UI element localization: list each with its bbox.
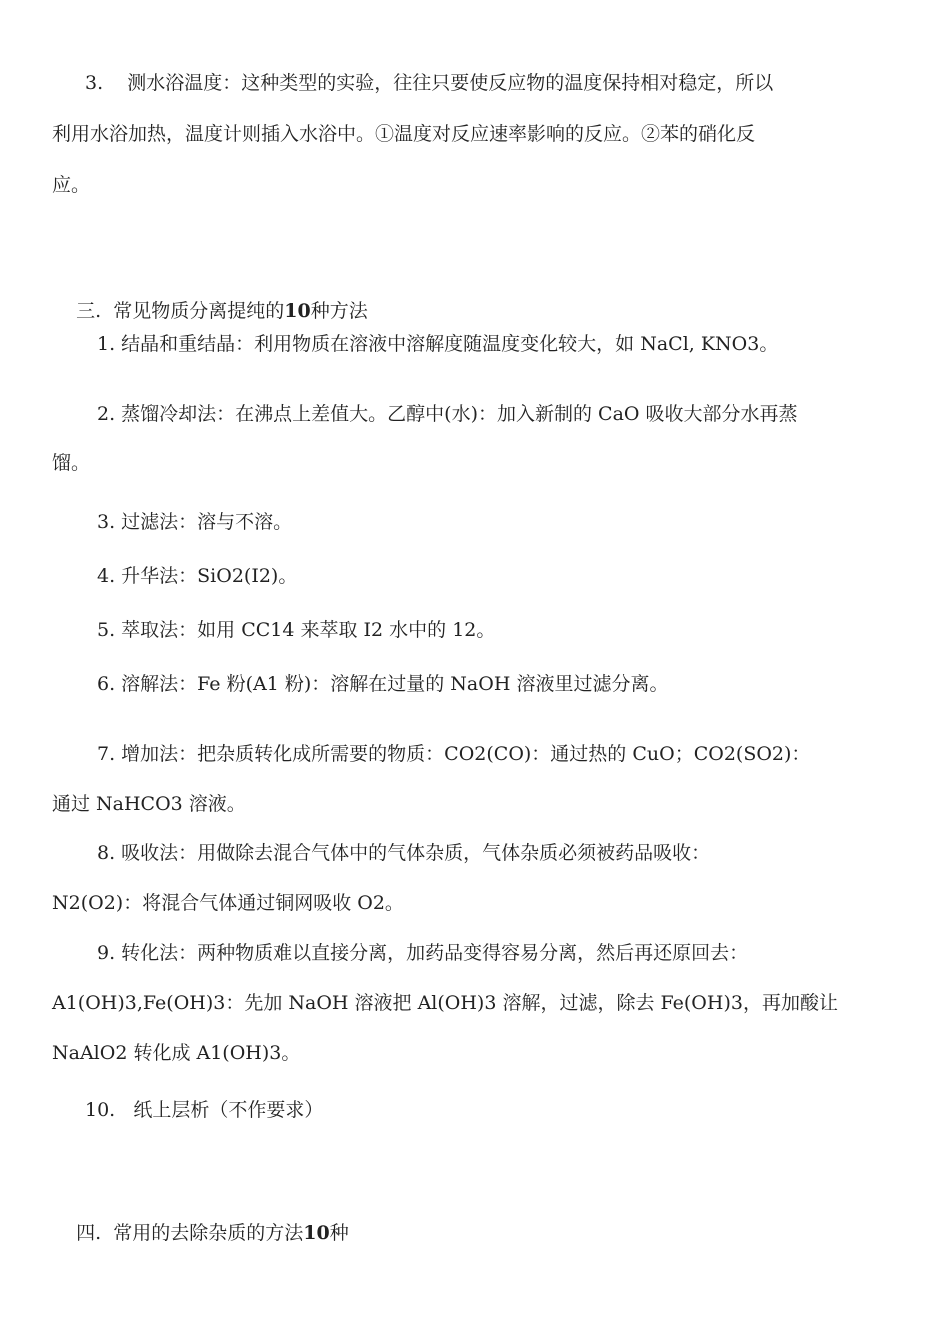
list-item-crystallization: 1. 结晶和重结晶：利用物质在溶液中溶解度随温度变化较大，如 NaCl, KNO3。 [97,333,779,355]
list-item-absorption-line1: 8. 吸收法：用做除去混合气体中的气体杂质，气体杂质必须被药品吸收： [97,842,711,864]
list-item-distillation-line2: 馏。 [52,452,91,474]
section-heading-impurity-removal [52,1194,902,1272]
section-heading-suffix: 种 [329,1222,349,1244]
list-item-sublimation: 4. 升华法：SiO2(I2)。 [97,565,298,587]
paragraph-water-bath-line1: 3. 测水浴温度：这种类型的实验，往往只要使反应物的温度保持相对稳定，所以 [85,72,774,94]
list-item-conversion-line1: 9. 转化法：两种物质难以直接分离，加药品变得容易分离，然后再还原回去： [97,942,749,964]
section-heading-number: 10 [284,300,311,322]
list-item-extraction: 5. 萃取法：如用 CC14 来萃取 I2 水中的 12。 [97,619,496,641]
list-item-conversion-line2: A1(OH)3,Fe(OH)3：先加 NaOH 溶液把 Al(OH)3 溶解，过滤，除去 Fe(OH)3，再加酸让 [52,992,838,1014]
section-heading-prefix: 三. 常见物质分离提纯的 [76,300,285,322]
list-item-paper-chromatography: 10. 纸上层析（不作要求） [85,1099,324,1121]
section-heading-number: 10 [303,1222,330,1244]
list-item-absorption-line2: N2(O2)：将混合气体通过铜网吸收 O2。 [52,892,404,914]
section-heading-prefix: 四. 常用的去除杂质的方法 [76,1222,304,1244]
paragraph-water-bath-line3: 应。 [52,174,91,196]
list-item-conversion-line3: NaAlO2 转化成 A1(OH)3。 [52,1042,301,1064]
list-item-addition-line2: 通过 NaHCO3 溶液。 [52,793,246,815]
list-item-filtration: 3. 过滤法：溶与不溶。 [97,511,293,533]
paragraph-water-bath-line2: 利用水浴加热，温度计则插入水浴中。①温度对反应速率影响的反应。②苯的硝化反 [52,123,756,145]
section-heading-suffix: 种方法 [310,300,368,322]
list-item-dissolution: 6. 溶解法：Fe 粉(A1 粉)：溶解在过量的 NaOH 溶液里过滤分离。 [97,673,669,695]
list-item-distillation-line1: 2. 蒸馏冷却法：在沸点上差值大。乙醇中(水)：加入新制的 CaO 吸收大部分水再蒸 [97,403,798,425]
list-item-addition-line1: 7. 增加法：把杂质转化成所需要的物质：CO2(CO)：通过热的 CuO；CO2(SO2)： [97,743,811,765]
